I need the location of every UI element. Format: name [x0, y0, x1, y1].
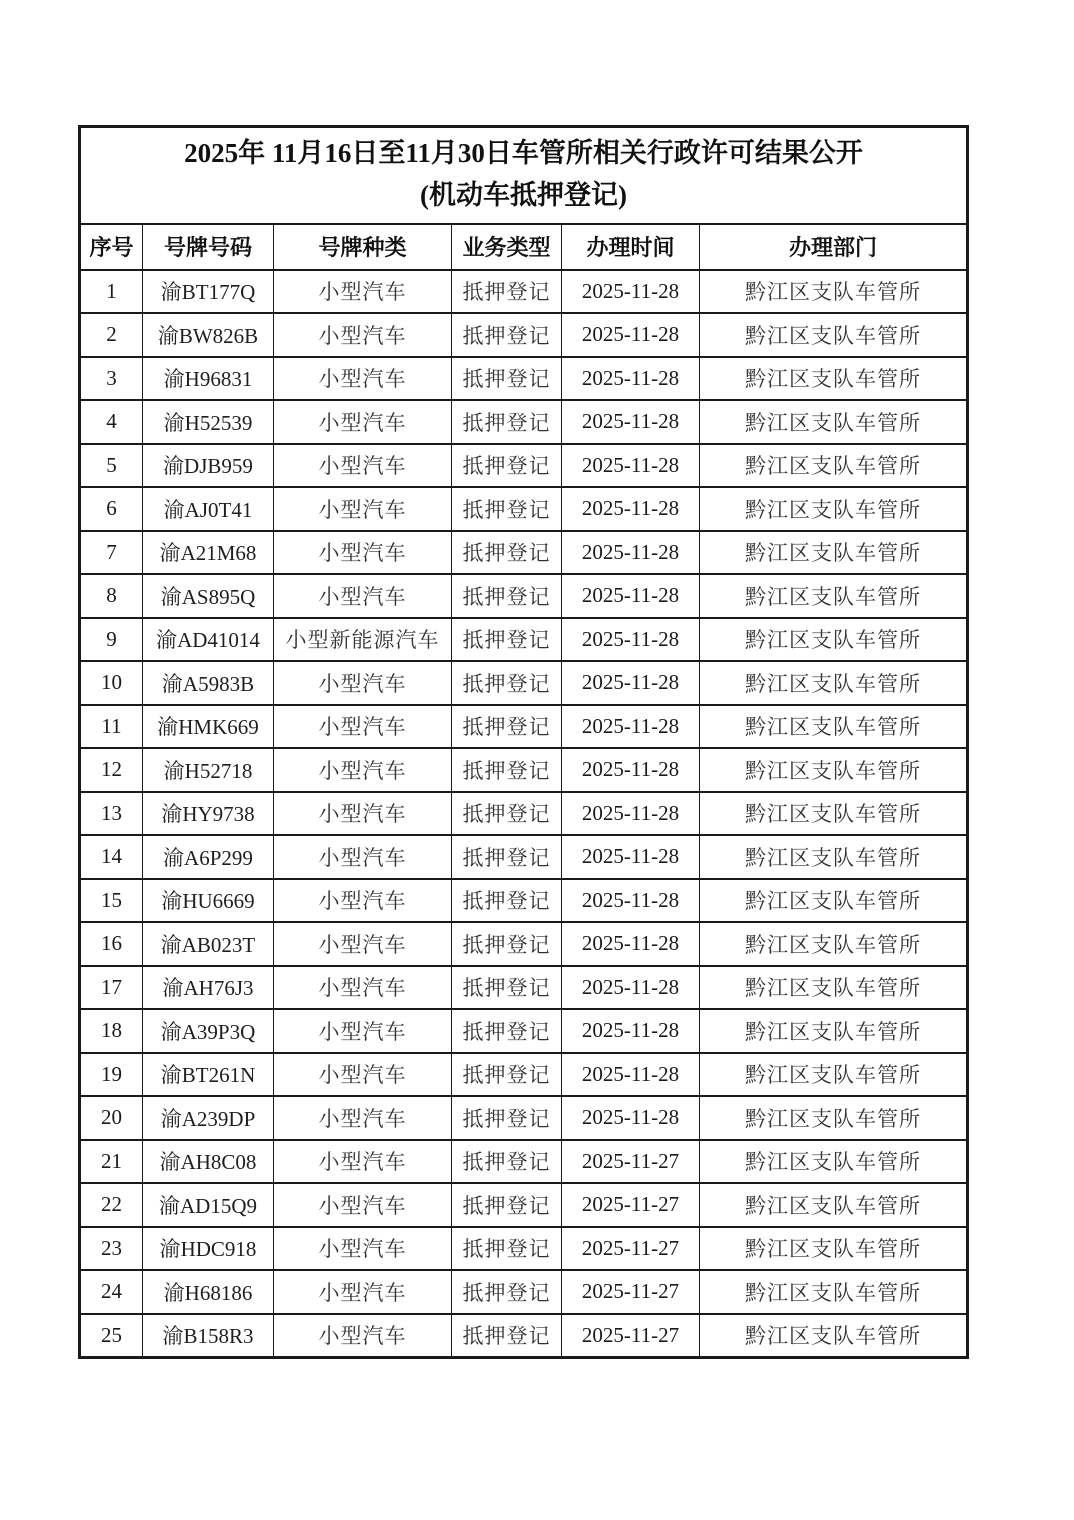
cell-business-type: 抵押登记 [452, 1140, 562, 1184]
cell-plate-type: 小型汽车 [274, 966, 452, 1010]
table-head-section [80, 127, 968, 270]
cell-index: 2 [80, 313, 143, 357]
cell-plate-type: 小型汽车 [274, 400, 452, 444]
column-header-row [80, 224, 968, 270]
cell-index: 24 [80, 1270, 143, 1314]
table-row [80, 966, 968, 1010]
table-row [80, 922, 968, 966]
cell-process-date: 2025-11-28 [562, 966, 700, 1010]
table-row [80, 792, 968, 836]
cell-plate-type: 小型汽车 [274, 1096, 452, 1140]
cell-department: 黔江区支队车管所 [700, 487, 968, 531]
table-row [80, 879, 968, 923]
cell-plate-type: 小型汽车 [274, 1183, 452, 1227]
cell-index: 22 [80, 1183, 143, 1227]
cell-plate-number: 渝A21M68 [143, 531, 274, 575]
cell-process-date: 2025-11-28 [562, 270, 700, 314]
cell-process-date: 2025-11-28 [562, 313, 700, 357]
cell-plate-type: 小型汽车 [274, 922, 452, 966]
cell-index: 10 [80, 661, 143, 705]
cell-process-date: 2025-11-28 [562, 748, 700, 792]
cell-process-date: 2025-11-27 [562, 1314, 700, 1358]
cell-plate-number: 渝AS895Q [143, 574, 274, 618]
cell-process-date: 2025-11-28 [562, 879, 700, 923]
cell-index: 5 [80, 444, 143, 488]
cell-department: 黔江区支队车管所 [700, 270, 968, 314]
cell-plate-type: 小型汽车 [274, 487, 452, 531]
table-row [80, 835, 968, 879]
cell-index: 9 [80, 618, 143, 662]
column-header-department: 办理部门 [700, 224, 968, 270]
cell-plate-type: 小型汽车 [274, 270, 452, 314]
cell-department: 黔江区支队车管所 [700, 1140, 968, 1184]
cell-department: 黔江区支队车管所 [700, 879, 968, 923]
permit-results-table [78, 125, 969, 1359]
table-row [80, 748, 968, 792]
cell-plate-number: 渝H52539 [143, 400, 274, 444]
cell-plate-number: 渝AD41014 [143, 618, 274, 662]
cell-department: 黔江区支队车管所 [700, 661, 968, 705]
cell-index: 1 [80, 270, 143, 314]
cell-business-type: 抵押登记 [452, 618, 562, 662]
cell-index: 25 [80, 1314, 143, 1358]
cell-plate-number: 渝DJB959 [143, 444, 274, 488]
table-row [80, 1314, 968, 1358]
column-header-plate-type: 号牌种类 [274, 224, 452, 270]
cell-process-date: 2025-11-28 [562, 618, 700, 662]
cell-business-type: 抵押登记 [452, 574, 562, 618]
cell-index: 13 [80, 792, 143, 836]
cell-business-type: 抵押登记 [452, 1270, 562, 1314]
cell-process-date: 2025-11-28 [562, 444, 700, 488]
cell-process-date: 2025-11-28 [562, 922, 700, 966]
cell-business-type: 抵押登记 [452, 357, 562, 401]
table-row [80, 1009, 968, 1053]
cell-process-date: 2025-11-27 [562, 1227, 700, 1271]
cell-process-date: 2025-11-28 [562, 531, 700, 575]
cell-department: 黔江区支队车管所 [700, 400, 968, 444]
cell-plate-number: 渝A5983B [143, 661, 274, 705]
column-header-process-date: 办理时间 [562, 224, 700, 270]
table-row [80, 270, 968, 314]
cell-index: 19 [80, 1053, 143, 1097]
cell-department: 黔江区支队车管所 [700, 922, 968, 966]
cell-index: 14 [80, 835, 143, 879]
column-header-index: 序号 [80, 224, 143, 270]
cell-plate-number: 渝AD15Q9 [143, 1183, 274, 1227]
cell-business-type: 抵押登记 [452, 879, 562, 923]
title-line-1: 2025年 11月16日至11月30日车管所相关行政许可结果公开 [184, 138, 863, 169]
cell-plate-type: 小型汽车 [274, 705, 452, 749]
cell-business-type: 抵押登记 [452, 705, 562, 749]
cell-business-type: 抵押登记 [452, 400, 562, 444]
cell-process-date: 2025-11-28 [562, 1009, 700, 1053]
cell-plate-type: 小型汽车 [274, 531, 452, 575]
cell-plate-type: 小型汽车 [274, 1009, 452, 1053]
cell-plate-type: 小型汽车 [274, 835, 452, 879]
cell-process-date: 2025-11-27 [562, 1140, 700, 1184]
table-row [80, 313, 968, 357]
table-row [80, 661, 968, 705]
cell-index: 12 [80, 748, 143, 792]
cell-business-type: 抵押登记 [452, 444, 562, 488]
cell-plate-number: 渝B158R3 [143, 1314, 274, 1358]
cell-plate-number: 渝H68186 [143, 1270, 274, 1314]
cell-plate-type: 小型新能源汽车 [274, 618, 452, 662]
cell-plate-number: 渝A6P299 [143, 835, 274, 879]
cell-business-type: 抵押登记 [452, 313, 562, 357]
table-row [80, 400, 968, 444]
cell-plate-number: 渝H52718 [143, 748, 274, 792]
cell-plate-type: 小型汽车 [274, 879, 452, 923]
cell-index: 23 [80, 1227, 143, 1271]
cell-plate-number: 渝AB023T [143, 922, 274, 966]
cell-department: 黔江区支队车管所 [700, 1096, 968, 1140]
cell-business-type: 抵押登记 [452, 748, 562, 792]
table-row [80, 444, 968, 488]
cell-department: 黔江区支队车管所 [700, 1270, 968, 1314]
cell-plate-number: 渝HU6669 [143, 879, 274, 923]
table-row [80, 531, 968, 575]
cell-department: 黔江区支队车管所 [700, 966, 968, 1010]
cell-business-type: 抵押登记 [452, 792, 562, 836]
table-row [80, 1227, 968, 1271]
table-row [80, 1053, 968, 1097]
cell-plate-type: 小型汽车 [274, 792, 452, 836]
cell-department: 黔江区支队车管所 [700, 792, 968, 836]
cell-business-type: 抵押登记 [452, 1053, 562, 1097]
cell-process-date: 2025-11-27 [562, 1183, 700, 1227]
table-row [80, 357, 968, 401]
cell-plate-number: 渝HY9738 [143, 792, 274, 836]
table-row [80, 705, 968, 749]
column-header-plate-number: 号牌号码 [143, 224, 274, 270]
cell-index: 4 [80, 400, 143, 444]
cell-business-type: 抵押登记 [452, 922, 562, 966]
table-row [80, 1183, 968, 1227]
cell-plate-type: 小型汽车 [274, 444, 452, 488]
cell-plate-type: 小型汽车 [274, 1227, 452, 1271]
table-row [80, 487, 968, 531]
cell-index: 18 [80, 1009, 143, 1053]
cell-plate-number: 渝BW826B [143, 313, 274, 357]
table-row [80, 1140, 968, 1184]
cell-plate-type: 小型汽车 [274, 748, 452, 792]
cell-business-type: 抵押登记 [452, 1009, 562, 1053]
table-body [80, 270, 968, 1358]
cell-index: 15 [80, 879, 143, 923]
cell-plate-number: 渝AH8C08 [143, 1140, 274, 1184]
cell-plate-number: 渝BT177Q [143, 270, 274, 314]
cell-department: 黔江区支队车管所 [700, 705, 968, 749]
cell-business-type: 抵押登记 [452, 270, 562, 314]
title-line-2: (机动车抵押登记) [420, 180, 627, 211]
cell-business-type: 抵押登记 [452, 1314, 562, 1358]
cell-business-type: 抵押登记 [452, 835, 562, 879]
cell-plate-number: 渝AH76J3 [143, 966, 274, 1010]
cell-index: 17 [80, 966, 143, 1010]
cell-department: 黔江区支队车管所 [700, 748, 968, 792]
table-row [80, 618, 968, 662]
cell-department: 黔江区支队车管所 [700, 1183, 968, 1227]
cell-index: 8 [80, 574, 143, 618]
cell-business-type: 抵押登记 [452, 1227, 562, 1271]
cell-plate-number: 渝BT261N [143, 1053, 274, 1097]
cell-plate-type: 小型汽车 [274, 313, 452, 357]
cell-department: 黔江区支队车管所 [700, 357, 968, 401]
cell-business-type: 抵押登记 [452, 487, 562, 531]
cell-index: 6 [80, 487, 143, 531]
cell-plate-type: 小型汽车 [274, 1314, 452, 1358]
cell-index: 3 [80, 357, 143, 401]
cell-index: 7 [80, 531, 143, 575]
cell-department: 黔江区支队车管所 [700, 1314, 968, 1358]
cell-index: 20 [80, 1096, 143, 1140]
cell-process-date: 2025-11-28 [562, 574, 700, 618]
cell-plate-number: 渝H96831 [143, 357, 274, 401]
cell-plate-type: 小型汽车 [274, 1053, 452, 1097]
cell-process-date: 2025-11-28 [562, 705, 700, 749]
cell-process-date: 2025-11-28 [562, 835, 700, 879]
title-row [80, 127, 968, 224]
cell-plate-number: 渝HDC918 [143, 1227, 274, 1271]
cell-department: 黔江区支队车管所 [700, 313, 968, 357]
cell-index: 16 [80, 922, 143, 966]
document-title [80, 127, 968, 224]
column-header-business-type: 业务类型 [452, 224, 562, 270]
table-row [80, 1270, 968, 1314]
cell-business-type: 抵押登记 [452, 1096, 562, 1140]
cell-plate-type: 小型汽车 [274, 661, 452, 705]
cell-plate-type: 小型汽车 [274, 574, 452, 618]
cell-process-date: 2025-11-28 [562, 1096, 700, 1140]
cell-process-date: 2025-11-28 [562, 661, 700, 705]
cell-plate-number: 渝AJ0T41 [143, 487, 274, 531]
cell-department: 黔江区支队车管所 [700, 1053, 968, 1097]
cell-plate-number: 渝A239DP [143, 1096, 274, 1140]
table-row [80, 1096, 968, 1140]
cell-business-type: 抵押登记 [452, 966, 562, 1010]
cell-plate-number: 渝HMK669 [143, 705, 274, 749]
cell-process-date: 2025-11-28 [562, 400, 700, 444]
cell-plate-type: 小型汽车 [274, 1270, 452, 1314]
cell-process-date: 2025-11-28 [562, 357, 700, 401]
cell-department: 黔江区支队车管所 [700, 1227, 968, 1271]
cell-department: 黔江区支队车管所 [700, 444, 968, 488]
cell-business-type: 抵押登记 [452, 1183, 562, 1227]
cell-process-date: 2025-11-27 [562, 1270, 700, 1314]
cell-business-type: 抵押登记 [452, 661, 562, 705]
cell-index: 11 [80, 705, 143, 749]
cell-plate-type: 小型汽车 [274, 1140, 452, 1184]
cell-plate-number: 渝A39P3Q [143, 1009, 274, 1053]
cell-plate-type: 小型汽车 [274, 357, 452, 401]
cell-department: 黔江区支队车管所 [700, 835, 968, 879]
cell-department: 黔江区支队车管所 [700, 574, 968, 618]
cell-department: 黔江区支队车管所 [700, 618, 968, 662]
cell-index: 21 [80, 1140, 143, 1184]
cell-business-type: 抵押登记 [452, 531, 562, 575]
cell-department: 黔江区支队车管所 [700, 531, 968, 575]
cell-process-date: 2025-11-28 [562, 792, 700, 836]
table-row [80, 574, 968, 618]
cell-process-date: 2025-11-28 [562, 487, 700, 531]
cell-department: 黔江区支队车管所 [700, 1009, 968, 1053]
cell-process-date: 2025-11-28 [562, 1053, 700, 1097]
